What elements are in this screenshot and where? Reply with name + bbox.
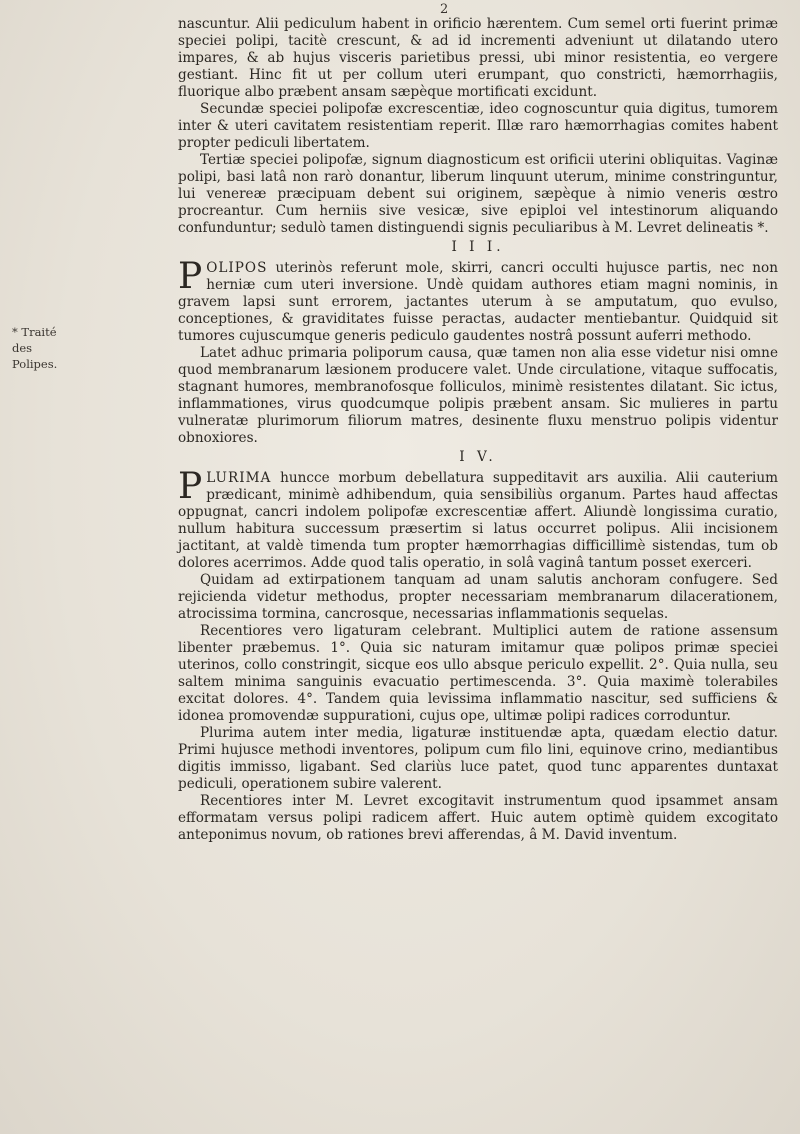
lead-word: OLIPOS [206,260,268,276]
paragraph-body: uterinòs referunt mole, skirri, cancri occulti hujusce partis, nec non herniæ cum uteri inversione. Undè quidam authores etiam magni nominis, in gravem lapsi sunt errorem, jactantes uterum à se amputatum, quo evulso, conceptiones, & graviditates fuisse peractas, audacter mentiebantur. Quidquid sit tumores cujuscumque generis pediculo gaudentes nostrâ possunt auferri methodo. [178,260,778,344]
section-heading: I V. [459,449,497,465]
paragraph-body: huncce morbum debellatura suppeditavit ars auxilia. Alii cauterium prædicant, minimè adhibendum, quia sensibiliùs organum. Partes haud affectas oppugnat, cancri indolem polipofæ excrescentiæ affert. Aliundè longissima curatio, nullum habitura successum præsertim si latus occurret polipus. Alii incisionem jactitant, at valdè timenda tum propter hæmorrhagias difficillimè sistendas, tum ob dolores acerrimos. Adde quod talis operatio, in solâ vaginâ tantum posset exerceri. [178,470,778,571]
paragraph: Plurima autem inter media, ligaturæ instituendæ apta, quædam electio datur. Primi hujusce methodi inventores, polipum cum filo lini, equinove crino, mediantibus digitis immisso, ligabant. Sed clariùs luce patet, quod tunc apparentes duntaxat pediculi, operationem subire valerent. [178,725,778,792]
paragraph: Quidam ad extirpationem tanquam ad unam salutis anchoram confugere. Sed rejicienda videtur methodus, propter necessariam membranarum dilacerationem, atrocissima tormina, cancrosque, necessarias inflammationis sequelas. [178,572,778,622]
paragraph: Recentiores inter M. Levret excogitavit instrumentum quod ipsammet ansam efformatam versus polipi radicem affert. Huic autem optimè quidem excogitato anteponimus novum, ob rationes brevi afferendas, â M. David inventum. [178,793,778,843]
section-heading: I I I. [451,239,505,255]
paragraph: Tertiæ speciei polipofæ, signum diagnosticum est orificii uterini obliquitas. Vaginæ polipi, basi latâ non rarò donantur, liberum linquunt uterum, minime constringuntur, lui venereæ præcipuam debent sui originem, sæpèque à nimio veneris œstro procreantur. Cum herniis sive vesicæ, sive epiploi vel intestinorum aliquando confunduntur; sedulò tamen distinguendi signis peculiaribus à M. Levret delineatis *. [178,152,778,236]
drop-cap: P [178,466,203,507]
drop-cap: P [178,256,203,297]
main-text [178,16,778,844]
paragraph [178,466,778,572]
paragraph: Recentiores vero ligaturam celebrant. Multiplici autem de ratione assensum libenter præbemus. 1°. Quia sic naturam imitamur quæ polipos primæ speciei uterinos, collo constringit, sicque eos ullo absque periculo expellit. 2°. Quia nulla, seu saltem minima sanguinis evacuatio pertimescenda. 3°. Quia maximè tolerabiles excitat dolores. 4°. Tandem quia levissima inflammatio nascitur, sed sufficiens & idonea promovendæ suppurationi, cujus ope, ultimæ polipi radices corroduntur. [178,623,778,724]
page-number: 2 [440,2,449,17]
lead-word: LURIMA [206,470,272,486]
paragraph [178,256,778,345]
paragraph: Latet adhuc primaria poliporum causa, quæ tamen non alia esse videtur nisi omne quod membranarum læsionem producere valet. Unde circulatione, vitaque suffocatis, stagnant humores, membranofosque folliculos, minimè resistentes dilatant. Sic ictus, inflammationes, virus quodcumque polipis præbent ansam. Sic mulieres in partu vulneratæ plurimorum filiorum matres, desinente fluxu menstruo polipis videntur obnoxiores. [178,345,778,446]
paragraph: Secundæ speciei polipofæ excrescentiæ, ideo cognoscuntur quia digitus, tumorem inter & uteri cavitatem resistentiam reperit. Illæ raro hæmorrhagias comites habent propter pediculi libertatem. [178,101,778,151]
marginal-note: * Traité des Polipes. [12,325,58,371]
paragraph: nascuntur. Alii pediculum habent in orificio hærentem. Cum semel orti fuerint primæ speciei polipi, tacitè crescunt, & ad id incrementi adveniunt ut dilatando utero impares, & ab hujus visceris parietibus pressi, ubi minor resistentia, eo vergere gestiant. Hinc fit ut per collum uteri erumpant, quo constricti, hæmorrhagiis, fluorique albo præbent ansam sæpèque mortificati excidunt. [178,16,778,100]
